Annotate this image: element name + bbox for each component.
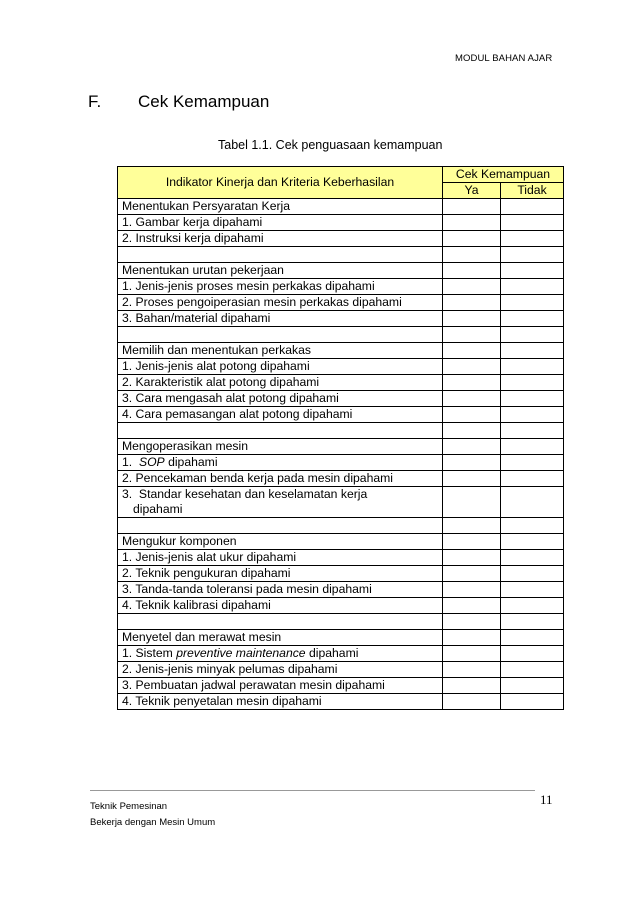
no-checkbox-cell[interactable] <box>501 630 564 646</box>
table-row <box>118 407 564 423</box>
criterion-item: 3. Pembuatan jadwal perawatan mesin dipahami <box>118 678 443 694</box>
no-checkbox-cell[interactable] <box>501 646 564 662</box>
spacer-cell <box>443 518 501 534</box>
no-checkbox-cell[interactable] <box>501 311 564 327</box>
group-heading: Memilih dan menentukan perkakas <box>118 343 443 359</box>
yes-checkbox-cell[interactable] <box>443 439 501 455</box>
criterion-item: 1. Jenis-jenis alat ukur dipahami <box>118 550 443 566</box>
no-checkbox-cell[interactable] <box>501 598 564 614</box>
criterion-item: 3. Tanda-tanda toleransi pada mesin dipahami <box>118 582 443 598</box>
no-checkbox-cell[interactable] <box>501 455 564 471</box>
no-checkbox-cell[interactable] <box>501 439 564 455</box>
table-row <box>118 359 564 375</box>
yes-checkbox-cell[interactable] <box>443 566 501 582</box>
table-row <box>118 455 564 471</box>
no-checkbox-cell[interactable] <box>501 295 564 311</box>
spacer-cell <box>501 518 564 534</box>
spacer-cell <box>443 247 501 263</box>
spacer-cell <box>443 614 501 630</box>
table-row <box>118 487 564 518</box>
footer-course: Teknik Pemesinan <box>90 801 168 812</box>
yes-checkbox-cell[interactable] <box>443 279 501 295</box>
criterion-item: 4. Teknik kalibrasi dipahami <box>118 598 443 614</box>
item-prefix: 1. Sistem <box>122 646 177 660</box>
item-suffix: dipahami <box>164 455 218 469</box>
spacer-cell <box>443 423 501 439</box>
no-checkbox-cell[interactable] <box>501 391 564 407</box>
criterion-item: 2. Proses pengoiperasian mesin perkakas dipahami <box>118 295 443 311</box>
criterion-item <box>118 455 443 471</box>
no-checkbox-cell[interactable] <box>501 471 564 487</box>
spacer-row <box>118 247 564 263</box>
table-row <box>118 199 564 215</box>
section-title: Cek Kemampuan <box>138 92 270 111</box>
spacer-cell <box>118 423 443 439</box>
yes-column-header: Ya <box>443 183 501 199</box>
yes-checkbox-cell[interactable] <box>443 359 501 375</box>
spacer-cell <box>501 614 564 630</box>
criterion-item: 1. Gambar kerja dipahami <box>118 215 443 231</box>
spacer-cell <box>501 423 564 439</box>
criterion-item <box>118 646 443 662</box>
table-row <box>118 375 564 391</box>
table-row <box>118 295 564 311</box>
yes-checkbox-cell[interactable] <box>443 263 501 279</box>
criterion-item: 2. Karakteristik alat potong dipahami <box>118 375 443 391</box>
table-row <box>118 311 564 327</box>
yes-checkbox-cell[interactable] <box>443 630 501 646</box>
yes-checkbox-cell[interactable] <box>443 582 501 598</box>
yes-checkbox-cell[interactable] <box>443 343 501 359</box>
item-line: 3. Standar kesehatan dan keselamatan kerja <box>122 487 368 501</box>
table-row <box>118 566 564 582</box>
criterion-item <box>118 487 443 518</box>
table-row <box>118 694 564 710</box>
yes-checkbox-cell[interactable] <box>443 598 501 614</box>
group-heading: Mengoperasikan mesin <box>118 439 443 455</box>
table-row <box>118 646 564 662</box>
no-checkbox-cell[interactable] <box>501 407 564 423</box>
group-heading: Mengukur komponen <box>118 534 443 550</box>
criterion-item: 3. Cara mengasah alat potong dipahami <box>118 391 443 407</box>
criterion-item: 4. Teknik penyetalan mesin dipahami <box>118 694 443 710</box>
skill-check-table <box>117 166 564 710</box>
no-checkbox-cell[interactable] <box>501 199 564 215</box>
yes-checkbox-cell[interactable] <box>443 391 501 407</box>
spacer-cell <box>118 518 443 534</box>
table-row <box>118 630 564 646</box>
yes-checkbox-cell[interactable] <box>443 455 501 471</box>
no-column-header: Tidak <box>501 183 564 199</box>
indicator-column-header: Indikator Kinerja dan Kriteria Keberhasilan <box>118 167 443 199</box>
no-checkbox-cell[interactable] <box>501 343 564 359</box>
table-row <box>118 391 564 407</box>
no-checkbox-cell[interactable] <box>501 550 564 566</box>
no-checkbox-cell[interactable] <box>501 662 564 678</box>
page-number: 11 <box>540 792 553 807</box>
no-checkbox-cell[interactable] <box>501 694 564 710</box>
item-emphasis: preventive maintenance <box>176 646 306 660</box>
item-prefix: 1. <box>122 455 139 469</box>
item-line: dipahami <box>133 502 183 516</box>
yes-checkbox-cell[interactable] <box>443 407 501 423</box>
no-checkbox-cell[interactable] <box>501 359 564 375</box>
yes-checkbox-cell[interactable] <box>443 295 501 311</box>
table-row <box>118 263 564 279</box>
table-row <box>118 343 564 359</box>
criterion-item: 1. Jenis-jenis proses mesin perkakas dipahami <box>118 279 443 295</box>
section-number: F. <box>88 92 102 111</box>
module-header: MODUL BAHAN AJAR <box>455 53 553 64</box>
table-row <box>118 534 564 550</box>
table-row <box>118 231 564 247</box>
table-row <box>118 439 564 455</box>
spacer-cell <box>501 247 564 263</box>
yes-checkbox-cell[interactable] <box>443 375 501 391</box>
spacer-cell <box>118 614 443 630</box>
yes-checkbox-cell[interactable] <box>443 471 501 487</box>
table-caption: Tabel 1.1. Cek penguasaan kemampuan <box>218 138 443 152</box>
yes-checkbox-cell[interactable] <box>443 311 501 327</box>
yes-checkbox-cell[interactable] <box>443 215 501 231</box>
yes-checkbox-cell[interactable] <box>443 662 501 678</box>
spacer-cell <box>443 327 501 343</box>
group-heading: Menentukan urutan pekerjaan <box>118 263 443 279</box>
spacer-row <box>118 423 564 439</box>
yes-checkbox-cell[interactable] <box>443 231 501 247</box>
criterion-item: 2. Instruksi kerja dipahami <box>118 231 443 247</box>
no-checkbox-cell[interactable] <box>501 678 564 694</box>
no-checkbox-cell[interactable] <box>501 534 564 550</box>
section-heading <box>88 92 269 112</box>
table-row <box>118 598 564 614</box>
spacer-cell <box>501 327 564 343</box>
footer-subtitle: Bekerja dengan Mesin Umum <box>90 817 216 828</box>
item-suffix: dipahami <box>305 646 359 660</box>
criterion-item: 3. Bahan/material dipahami <box>118 311 443 327</box>
spacer-row <box>118 518 564 534</box>
group-heading: Menyetel dan merawat mesin <box>118 630 443 646</box>
table-row <box>118 215 564 231</box>
table-row <box>118 279 564 295</box>
table-row <box>118 550 564 566</box>
table-row <box>118 471 564 487</box>
criterion-item: 2. Pencekaman benda kerja pada mesin dipahami <box>118 471 443 487</box>
yes-checkbox-cell[interactable] <box>443 487 501 518</box>
criterion-item: 1. Jenis-jenis alat potong dipahami <box>118 359 443 375</box>
yes-checkbox-cell[interactable] <box>443 678 501 694</box>
yes-checkbox-cell[interactable] <box>443 694 501 710</box>
yes-checkbox-cell[interactable] <box>443 550 501 566</box>
spacer-row <box>118 614 564 630</box>
no-checkbox-cell[interactable] <box>501 582 564 598</box>
footer-divider <box>90 790 535 791</box>
spacer-cell <box>118 247 443 263</box>
no-checkbox-cell[interactable] <box>501 263 564 279</box>
spacer-row <box>118 327 564 343</box>
yes-checkbox-cell[interactable] <box>443 199 501 215</box>
yes-checkbox-cell[interactable] <box>443 646 501 662</box>
spacer-cell <box>118 327 443 343</box>
no-checkbox-cell[interactable] <box>501 487 564 518</box>
no-checkbox-cell[interactable] <box>501 566 564 582</box>
criterion-item: 4. Cara pemasangan alat potong dipahami <box>118 407 443 423</box>
table-row <box>118 678 564 694</box>
item-emphasis: SOP <box>138 455 165 469</box>
no-checkbox-cell[interactable] <box>501 215 564 231</box>
no-checkbox-cell[interactable] <box>501 279 564 295</box>
table-header-row <box>118 167 564 183</box>
table-row <box>118 662 564 678</box>
check-column-header: Cek Kemampuan <box>443 167 564 183</box>
no-checkbox-cell[interactable] <box>501 231 564 247</box>
criterion-item: 2. Teknik pengukuran dipahami <box>118 566 443 582</box>
yes-checkbox-cell[interactable] <box>443 534 501 550</box>
group-heading: Menentukan Persyaratan Kerja <box>118 199 443 215</box>
no-checkbox-cell[interactable] <box>501 375 564 391</box>
table-row <box>118 582 564 598</box>
criterion-item: 2. Jenis-jenis minyak pelumas dipahami <box>118 662 443 678</box>
